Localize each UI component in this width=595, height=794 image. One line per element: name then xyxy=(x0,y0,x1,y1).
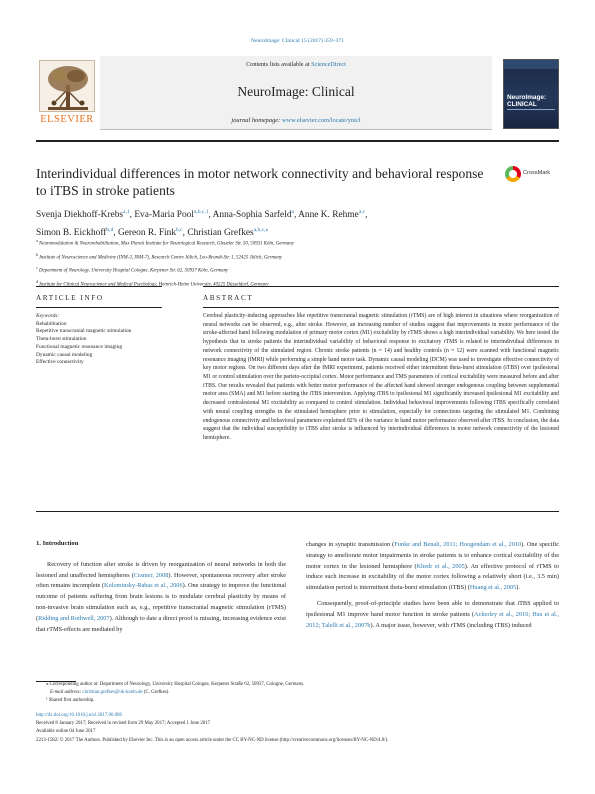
author-name: Anne K. Rehme xyxy=(298,210,359,221)
abstract-subrule xyxy=(203,307,559,308)
homepage-line xyxy=(100,117,492,124)
crossmark-badge[interactable] xyxy=(505,164,559,184)
corresponding-author-note: ⁎ Corresponding author at: Department of Neurology, University Hospital Cologne, Kerpener Straße 62, 50937, Cologne, Germany. xyxy=(46,682,305,687)
publication-info xyxy=(36,712,559,745)
doi-link[interactable]: http://dx.doi.org/10.1016/j.nicl.2017.06.006 xyxy=(36,713,122,718)
author-affiliation-marks[interactable]: b,d xyxy=(106,227,114,234)
shared-authorship-note: ¹ Shared first authorship. xyxy=(46,698,95,703)
body-paragraph: Recovery of function after stroke is driven by reorganization of neural networks in both the lesioned and unaffected hemispheres (Cramer, 2008). However, spontaneous recovery after stroke often remains incomplete (Kolominsky-Rabas et al., 2006). One strategy to improve the functional outcome of patients suffering from brain lesions is to modulate cerebral plasticity by means of non-invasive brain stimulation such as, e.g., repetitive transcranial magnetic stimulation (rTMS) (Ridding and Rothwell, 2007). Although to date a direct proof is missing, increasing evidence exist that rTMS-effects are mediated by xyxy=(36,560,287,633)
contents-line xyxy=(100,61,492,68)
author-name: Eva-Maria Pool xyxy=(134,210,194,221)
affiliation-text: Neuromodulation & Neurorehabilitation, Max Planck Institute for Neurological Research, Gleueler Str. 50, 50931 Köln, Germany xyxy=(39,241,294,247)
article-info-subrule xyxy=(36,307,162,308)
author[interactable] xyxy=(298,210,365,220)
author-affiliation-marks[interactable]: a,b,c,1 xyxy=(193,209,209,215)
affiliation-list xyxy=(36,236,559,291)
affiliation-mark: a xyxy=(36,238,38,243)
author-name: Gereon R. Fink xyxy=(117,228,177,239)
email-link[interactable]: christian.grefkes@uk-koeln.de xyxy=(82,690,143,695)
right-paragraphs xyxy=(306,540,559,631)
keywords-list xyxy=(36,321,176,367)
cover-top-band xyxy=(504,60,558,69)
email-note xyxy=(50,689,170,697)
left-paragraphs xyxy=(36,560,286,636)
journal-reference-link[interactable]: NeuroImage: Clinical 15 (2017) 359–371 xyxy=(251,38,344,44)
citation-link[interactable]: Khedr et al., 2005 xyxy=(416,562,465,570)
author-name: Anna-Sophia Sarfeld xyxy=(212,210,292,221)
elsevier-tree-icon xyxy=(39,60,95,112)
cover-title: NeuroImage: CLINICAL xyxy=(507,94,547,108)
author[interactable] xyxy=(36,210,130,220)
affiliation-mark: b xyxy=(36,251,38,257)
header-rule xyxy=(36,140,559,142)
keywords-block xyxy=(36,313,176,367)
affiliation-item xyxy=(36,263,559,277)
affiliation-text: Department of Neurology, University Hospital Cologne, Kerpener Str. 62, 50937 Köln, Germany xyxy=(39,268,229,274)
author-list: Svenja Diekhoff-Krebs$^{a,1}$, Eva-Maria Pool$^{a,b,c,1}$, Anna-Sophia Sarfeld$^a$, Anne K. Rehme$^{a,c}$, Simon B. Eickhoff$^{b,d}$, Gereon R. Fink$^{b,c}$, Christian Grefkes$^{a,b,c,⁎}$ xyxy=(36,209,368,239)
abstract-rule xyxy=(203,286,559,287)
author-affiliation-marks[interactable]: a,1 xyxy=(123,209,130,215)
keyword-item: Dynamic causal modeling xyxy=(36,351,93,358)
affiliation-item xyxy=(36,236,559,250)
keyword-item: Functional magnetic resonance imaging xyxy=(36,343,123,350)
citation-link[interactable]: Huang et al., 2005 xyxy=(469,584,517,592)
sciencedirect-link[interactable]: ScienceDirect xyxy=(311,61,346,68)
journal-cover-image[interactable] xyxy=(503,59,559,129)
body-paragraph: Consequently, proof-of-principle studies have been able to demonstrate that iTBS applied to ipsilesional M1 improve hand motor function in stroke patients (Ackerley et al., 2010; Hsu et al., 2012; Talelli et al., 2007b). A major issue, however, with rTMS (including iTBS) induced xyxy=(306,599,559,629)
keywords-label: Keywords: xyxy=(36,313,60,319)
citation-link[interactable]: Funke and Benali, 2011; Hoogendam et al., 2010 xyxy=(394,541,522,548)
author[interactable] xyxy=(213,210,294,220)
cover-rule xyxy=(507,109,555,110)
citation-link[interactable]: Kolominsky-Rabas et al., 2006 xyxy=(104,582,183,590)
affiliation-text: Institute for Clinical Neuroscience and Medical Psychology, Heinrich-Heine University, 40225 Düsseldorf, Germany xyxy=(39,282,269,288)
crossmark-label: CrossMark xyxy=(523,170,551,176)
elsevier-wordmark: ELSEVIER xyxy=(40,114,94,125)
online-date: Available online 04 June 2017 xyxy=(36,729,96,735)
affiliation-text: Institute of Neuroscience and Medicine (INM-3, INM-7), Research Centre Jülich, Leo-Brandt-Str. 1, 52425 Jülich, Germany xyxy=(39,255,283,261)
contents-prefix: Contents lists available at xyxy=(246,61,312,68)
keyword-item: Effective connectivity xyxy=(36,359,84,366)
license-statement: 2213-1582/ © 2017 The Authors. Published by Elsevier Inc. This is an open access article under the CC BY-NC-ND license (http://creativecommons.org/licenses/BY-NC-ND/4.0/). xyxy=(36,737,389,743)
affiliation-item xyxy=(36,250,559,264)
affiliation-mark: d xyxy=(36,278,38,284)
body-column-left xyxy=(36,539,286,635)
author-affiliation-marks[interactable]: a,b,c,⁎ xyxy=(253,227,269,234)
affiliation-item xyxy=(36,277,559,291)
author-affiliation-marks[interactable]: a xyxy=(291,209,294,215)
elsevier-logo[interactable] xyxy=(36,56,98,130)
article-title: Interindividual differences in motor network connectivity and behavioral response to iTBS in stroke patients xyxy=(36,166,484,198)
crossmark-icon xyxy=(505,166,521,182)
keyword-item: Rehabilitation xyxy=(36,320,67,327)
citation-link[interactable]: Ridding and Rothwell, 2007 xyxy=(38,614,110,622)
masthead xyxy=(36,56,559,132)
body-paragraph: changes in synaptic transmission (Funke and Benali, 2011; Hoogendam et al., 2010). One specific strategy to ameliorate motor impairments in stroke patients is to enhance cortical excitability of the motor cortex in the lesioned hemisphere (Khedr et al., 2005). An effective protocol of rTMS to induce such increase in excitability of the motor cortex following a relatively short (i.e., 3.5 min) stimulation period is intermittent theta-burst stimulation (iTBS) (Huang et al., 2005). xyxy=(306,541,560,592)
author-affiliation-marks[interactable]: b,c xyxy=(176,227,183,234)
article-info-heading: ARTICLE INFO xyxy=(36,294,104,302)
homepage-link[interactable]: www.elsevier.com/locate/ynicl xyxy=(281,117,361,124)
keyword-item: Repetitive transcranial magnetic stimulation xyxy=(36,328,132,335)
email-label: E-mail address: xyxy=(50,690,83,695)
email-suffix: (C. Grefkes). xyxy=(142,690,170,695)
author-name: Svenja Diekhoff-Krebs xyxy=(36,210,124,221)
affiliation-mark: c xyxy=(36,265,38,271)
author-affiliation-marks[interactable]: a,c xyxy=(358,209,366,215)
introduction-heading: 1. Introduction xyxy=(36,540,79,547)
journal-title[interactable]: NeuroImage: Clinical xyxy=(237,84,355,99)
journal-banner xyxy=(100,56,492,130)
homepage-label: journal homepage: xyxy=(231,117,282,124)
citation-link[interactable]: Cramer, 2008 xyxy=(133,571,169,579)
author-name: Christian Grefkes xyxy=(187,228,254,239)
author[interactable] xyxy=(134,210,208,220)
abstract-bottom-rule xyxy=(36,511,559,512)
author-name: Simon B. Eickhoff xyxy=(36,228,107,239)
abstract-heading: ABSTRACT xyxy=(203,294,254,302)
received-dates: Received 8 January 2017; Received in revised form 29 May 2017; Accepted 1 June 2017 xyxy=(36,721,211,727)
citation-link[interactable]: Ackerley et al., 2010; Hsu et al., 2012; Talelli et al., 2007b xyxy=(306,610,559,629)
article-info-rule xyxy=(36,286,162,287)
keyword-item: Theta-burst stimulation xyxy=(36,336,87,343)
body-column-right xyxy=(306,540,559,631)
abstract-text: Cerebral plasticity-inducing approaches like repetitive transcranial magnetic stimulation (rTMS) are of high interest in situations where reorganization of neural networks can be observed, e.g., after stroke. However, an increasing number of studies suggest that improvements in motor performance of the stroke-affected hand following modulation of primary motor cortex (M1) excitability by rTMS shows a high interindividual variability. We here tested the hypothesis that in stroke patients the interindividual variability of behavioral response to excitatory rTMS is related to interindividual differences in network connectivity of the stimulated region. Chronic stroke patients (n = 14) and healthy controls (n = 12) were scanned with functional magnetic resonance imaging (fMRI) while performing a simple hand motor task. Dynamic causal modeling (DCM) was used to investigate effective connectivity of key motor regions. On two different days after the fMRI experiment, patients received either intermittent theta-burst stimulation (iTBS) over ipsilesional M1 or control stimulation over the parieto-occipital cortex. Motor performance and TMS parameters of cortical excitability were measured before and after iTBS. Our results revealed that patients with better motor performance of the affected hand showed stronger endogenous coupling between supplemental motor area (SMA) and M1 before starting the iTBS intervention. Applying iTBS to ipsilesional M1 significantly increased ipsilesional M1 excitability and decreased contralesional M1 excitability as compared to control stimulation. Individual behavioral improvements following iTBS specifically correlated with neural coupling strengths in the stimulated hemisphere prior to stimulation, especially for connections targeting the stimulated M1. Combining endogenous connectivity and behavioral parameters explained 82% of the variance in hand motor performance observed after iTBS. In conclusion, the data suggest that the individual susceptibility to iTBS after stroke is influenced by interindividual differences in motor network connectivity of the lesioned hemisphere. xyxy=(203,313,559,442)
